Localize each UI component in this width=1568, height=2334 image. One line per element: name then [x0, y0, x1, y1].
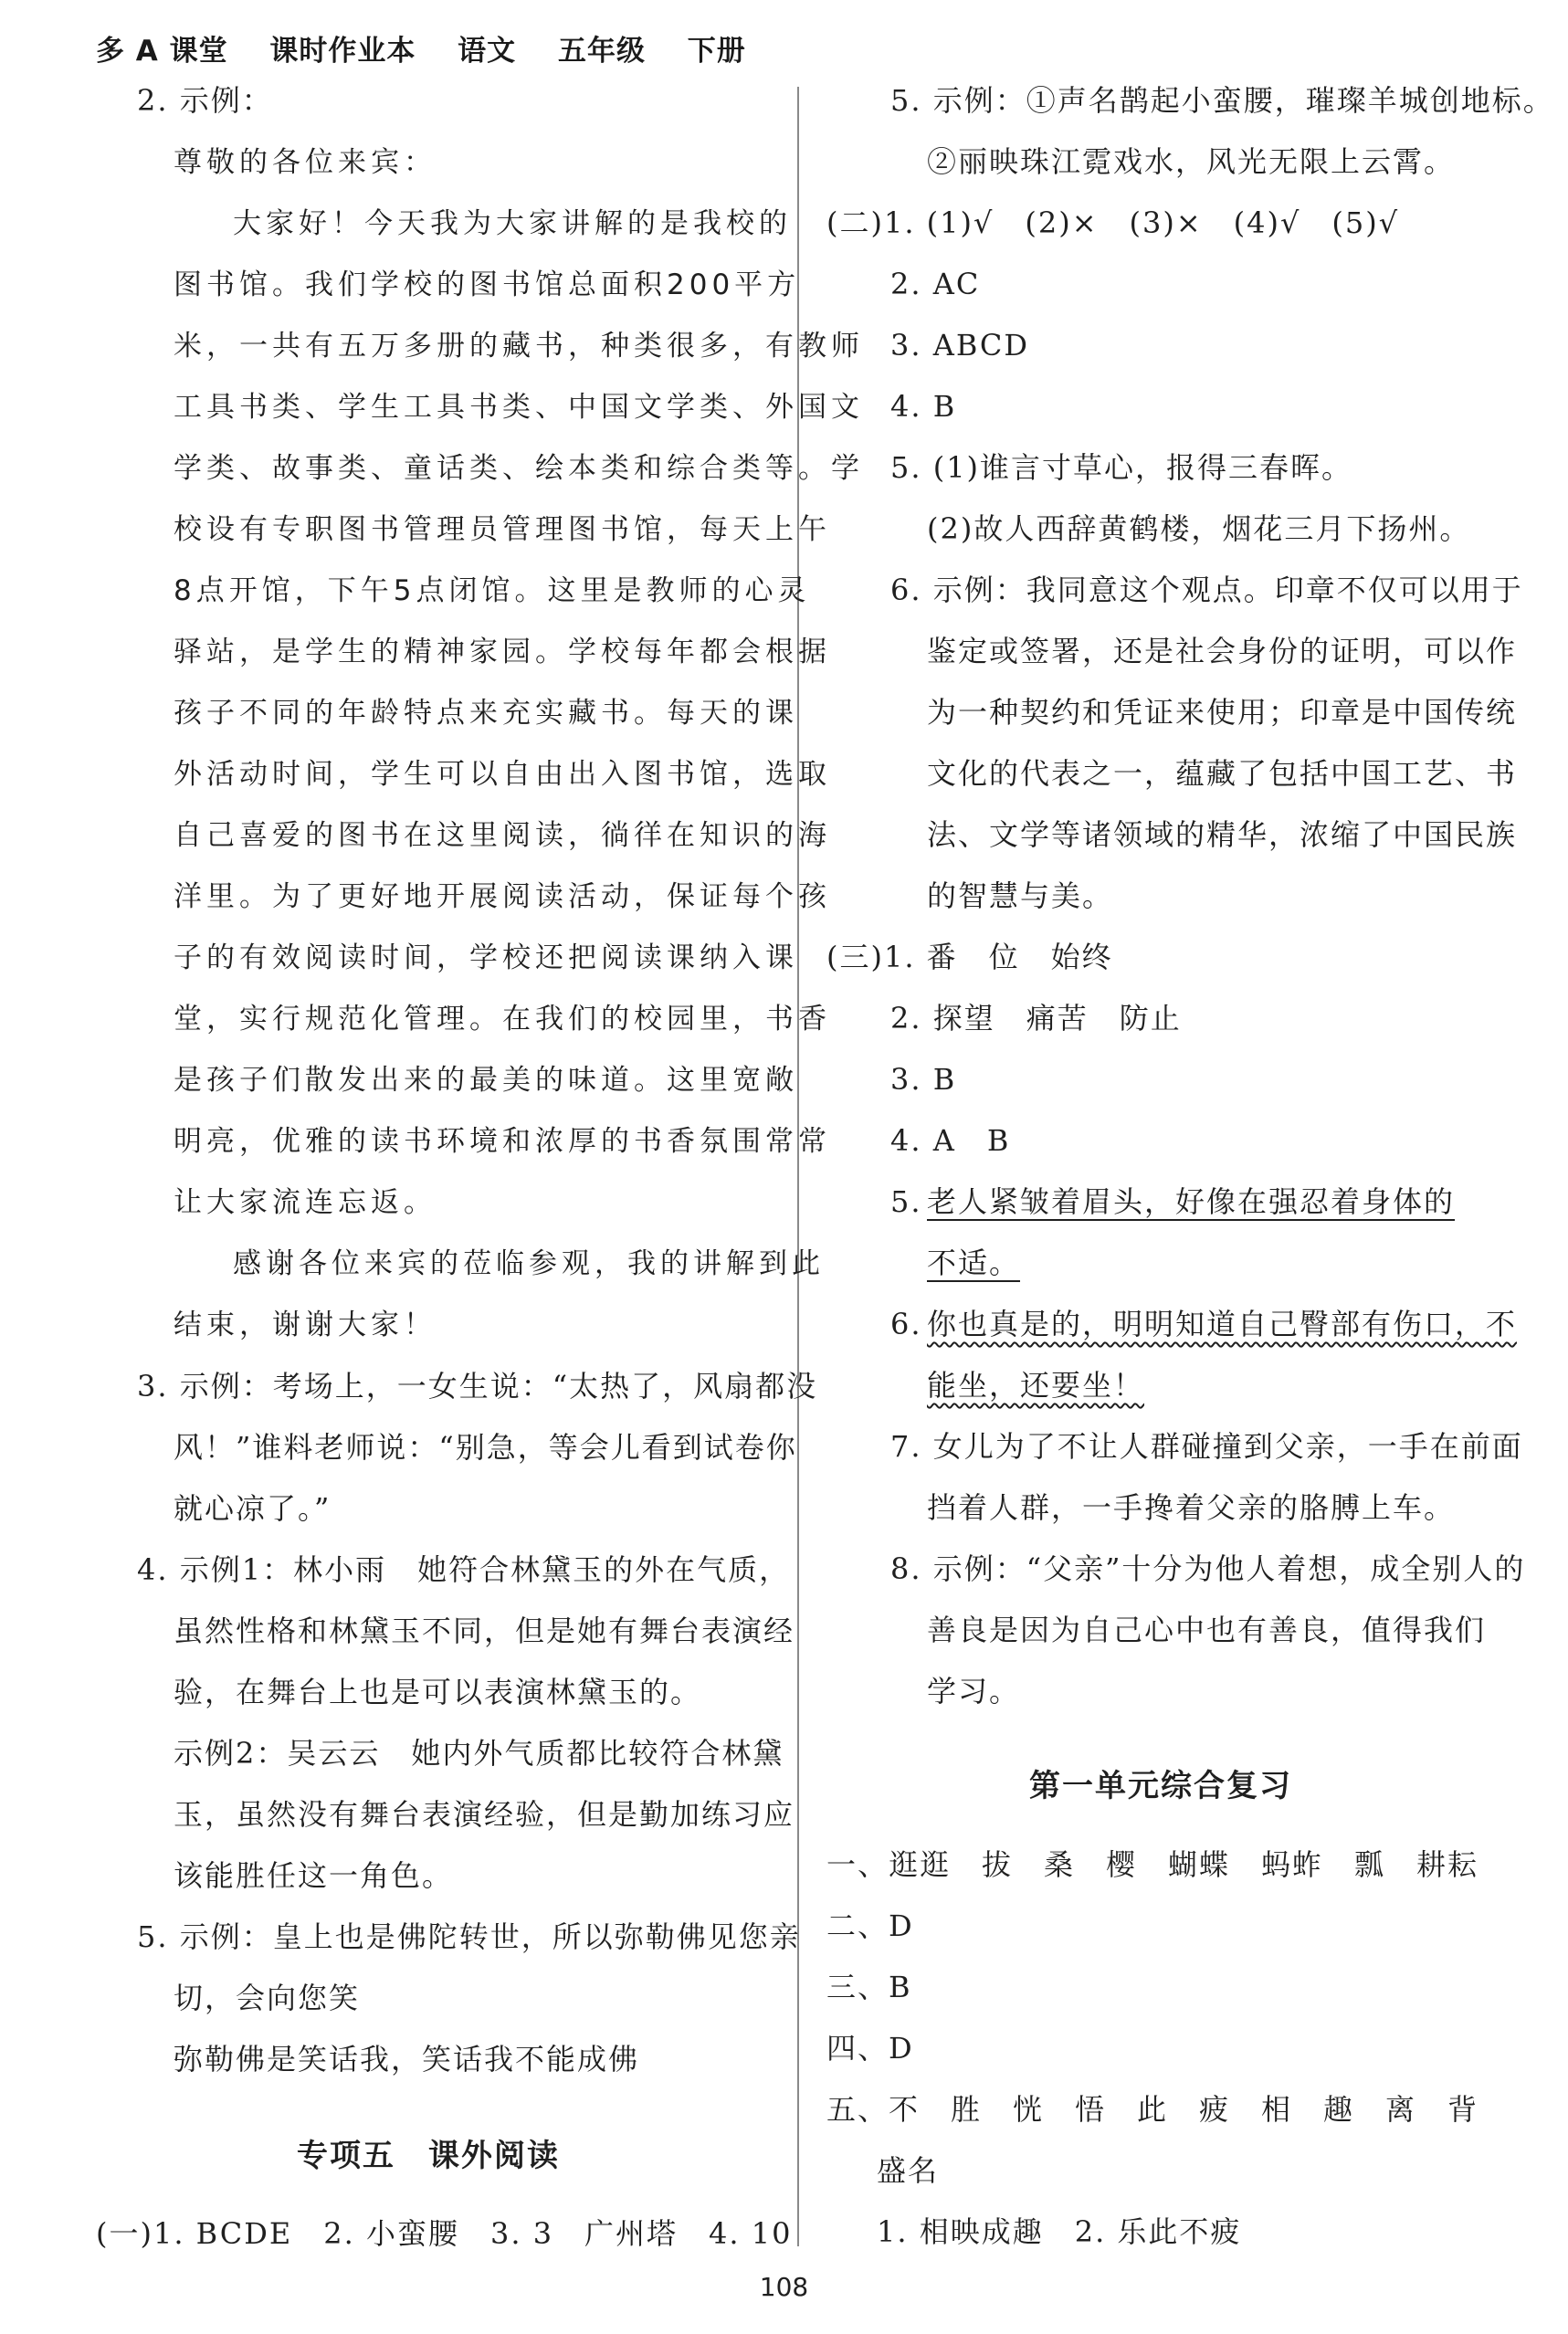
part3-q4: 4. A B	[890, 1123, 1011, 1158]
part3-q2: 2. 探望 痛苦 防止	[890, 1001, 1182, 1036]
q2-body-line: 驿站，是学生的精神家园。学校每年都会根据	[174, 636, 831, 668]
q2-body-line: 是孩子们散发出来的最美的味道。这里宽敞	[174, 1064, 798, 1097]
part2-q6-line: 鉴定或签署，还是社会身份的证明，可以作	[927, 634, 1518, 668]
section-title-extracurricular: 专项五 课外阅读	[297, 2138, 560, 2174]
q2-body-line: 图书馆。我们学校的图书馆总面积200平方	[174, 268, 801, 301]
q4-line: 玉，虽然没有舞台表演经验，但是勤加练习应	[174, 1797, 795, 1832]
part2-q2: 2. AC	[890, 267, 981, 301]
part2-q5-line: 5. (1)谁言寸草心，报得三春晖。	[890, 450, 1353, 485]
part2-q6-line: 法、文学等诸领域的精华，浓缩了中国民族	[927, 817, 1518, 852]
q4-line: 示例2：吴云云 她内外气质都比较符合林黛	[174, 1736, 784, 1771]
part3-q8-line: 学习。	[927, 1674, 1021, 1708]
header-subject: 语文	[458, 35, 517, 68]
q2-body-line: 8点开馆，下午5点闭馆。这里是教师的心灵	[174, 574, 811, 607]
part2-q3: 3. ABCD	[890, 328, 1030, 363]
part3-q7-line: 7. 女儿为了不让人群碰撞到父亲，一手在前面	[890, 1429, 1523, 1464]
part3-q7-line: 挡着人群，一手搀着父亲的胳膊上车。	[927, 1490, 1456, 1525]
part3-q8-line: 8. 示例：“父亲”十分为他人着想，成全别人的	[890, 1551, 1526, 1586]
q2-body-line: 大家好！今天我为大家讲解的是我校的	[233, 207, 792, 240]
part2-q1: (二)1. (1)√ (2)× (3)× (4)√ (5)√	[826, 205, 1400, 240]
q2-body-line: 明亮，优雅的读书环境和浓厚的书香氛围常常	[174, 1125, 831, 1158]
q2-body-line: 米，一共有五万多册的藏书，种类很多，有教师	[174, 330, 864, 363]
review-q5: 五、不 胜 恍 悟 此 疲 相 趣 离 背	[826, 2092, 1479, 2127]
header-volume: 下册	[687, 35, 746, 68]
q3-line: 就心凉了。”	[174, 1491, 331, 1526]
part3-q5-number: 5.	[890, 1184, 922, 1219]
part3-q1: (三)1. 番 位 始终	[826, 940, 1113, 974]
q2-greeting: 尊敬的各位来宾：	[174, 146, 437, 179]
q2-label: 2. 示例：	[137, 83, 273, 118]
q2-body-line: 孩子不同的年龄特点来充实藏书。每天的课	[174, 697, 798, 730]
wavy-underlined-sentence: 你也真是的，明明知道自己臀部有伤口，不	[927, 1307, 1518, 1341]
page-header	[96, 27, 777, 68]
part3-q5-underlined	[927, 1245, 1020, 1281]
review-q2: 二、D	[826, 1908, 914, 1943]
p1-q5-line: 5. 示例：①声名鹊起小蛮腰，璀璨羊城创地标。	[890, 83, 1554, 118]
review-q5-continued: 盛名	[877, 2153, 940, 2188]
review-q5-sub: 1. 相映成趣 2. 乐此不疲	[877, 2214, 1242, 2249]
header-series: 多 A 课堂	[96, 35, 228, 68]
q2-body-line: 子的有效阅读时间，学校还把阅读课纳入课	[174, 941, 798, 974]
part3-q8-line: 善良是因为自己心中也有善良，值得我们	[927, 1613, 1487, 1647]
q2-body-line: 让大家流连忘返。	[174, 1186, 437, 1219]
q5-line: 弥勒佛是笑话我，笑话我不能成佛	[174, 2042, 640, 2076]
part3-q6-wavy	[927, 1306, 1517, 1342]
q3-line: 风！”谁料老师说：“别急，等会儿看到试卷你	[174, 1430, 797, 1465]
header-book: 课时作业本	[269, 35, 416, 68]
header-grade: 五年级	[557, 35, 646, 68]
part2-q6-line: 为一种契约和凭证来使用；印章是中国传统	[927, 695, 1518, 730]
q2-body-line: 感谢各位来宾的莅临参观，我的讲解到此	[233, 1247, 825, 1280]
review-q1: 一、逛逛 拔 桑 樱 蝴蝶 蚂蚱 瓢 耕耘	[826, 1847, 1479, 1882]
q2-body-line: 校设有专职图书管理员管理图书馆，每天上午	[174, 513, 831, 546]
underlined-sentence: 老人紧皱着眉头，好像在强忍着身体的	[927, 1184, 1456, 1219]
part2-q4: 4. B	[890, 389, 957, 424]
q2-body-line: 自己喜爱的图书在这里阅读，徜徉在知识的海	[174, 819, 831, 852]
review-q3: 三、B	[826, 1970, 912, 2004]
part2-q6-line: 的智慧与美。	[927, 878, 1114, 913]
q4-line: 虽然性格和林黛玉不同，但是她有舞台表演经	[174, 1614, 795, 1648]
p1-q5-line: ②丽映珠江霓戏水，风光无限上云霄。	[927, 144, 1456, 179]
q5-line: 5. 示例：皇上也是佛陀转世，所以弥勒佛见您亲	[137, 1919, 801, 1954]
q2-body-line: 外活动时间，学生可以自由出入图书馆，选取	[174, 758, 831, 791]
underlined-sentence: 不适。	[927, 1246, 1021, 1280]
part3-q6-wavy	[927, 1367, 1144, 1404]
q4-line: 该能胜任这一角色。	[174, 1858, 454, 1893]
q5-line: 切，会向您笑	[174, 1981, 361, 2015]
part2-q6-line: 文化的代表之一，蕴藏了包括中国工艺、书	[927, 756, 1518, 791]
page-number: 108	[759, 2272, 809, 2302]
part2-q6-line: 6. 示例：我同意这个观点。印章不仅可以用于	[890, 573, 1523, 607]
wavy-underlined-sentence: 能坐，还要坐！	[927, 1368, 1145, 1403]
q3-line: 3. 示例：考场上，一女生说：“太热了，风扇都没	[137, 1369, 818, 1404]
q4-line: 4. 示例1：林小雨 她符合林黛玉的外在气质，	[137, 1552, 791, 1587]
review-q4: 四、D	[826, 2031, 914, 2066]
part2-q5-line: (2)故人西辞黄鹤楼，烟花三月下扬州。	[927, 511, 1471, 546]
q2-body-line: 工具书类、学生工具书类、中国文学类、外国文	[174, 391, 864, 424]
part1-answers: (一)1. BCDE 2. 小蛮腰 3. 3 广州塔 4. 10	[96, 2216, 793, 2251]
part3-q5-underlined	[927, 1183, 1455, 1220]
q2-body-line: 洋里。为了更好地开展阅读活动，保证每个孩	[174, 880, 831, 913]
section-title-unit-review: 第一单元综合复习	[1029, 1768, 1292, 1804]
q2-body-line: 结束，谢谢大家！	[174, 1309, 437, 1341]
q2-body-line: 堂，实行规范化管理。在我们的校园里，书香	[174, 1003, 831, 1036]
q4-line: 验，在舞台上也是可以表演林黛玉的。	[174, 1675, 702, 1709]
q2-body-line: 学类、故事类、童话类、绘本类和综合类等。学	[174, 452, 864, 485]
part3-q3: 3. B	[890, 1062, 957, 1097]
part3-q6-number: 6.	[890, 1307, 922, 1341]
